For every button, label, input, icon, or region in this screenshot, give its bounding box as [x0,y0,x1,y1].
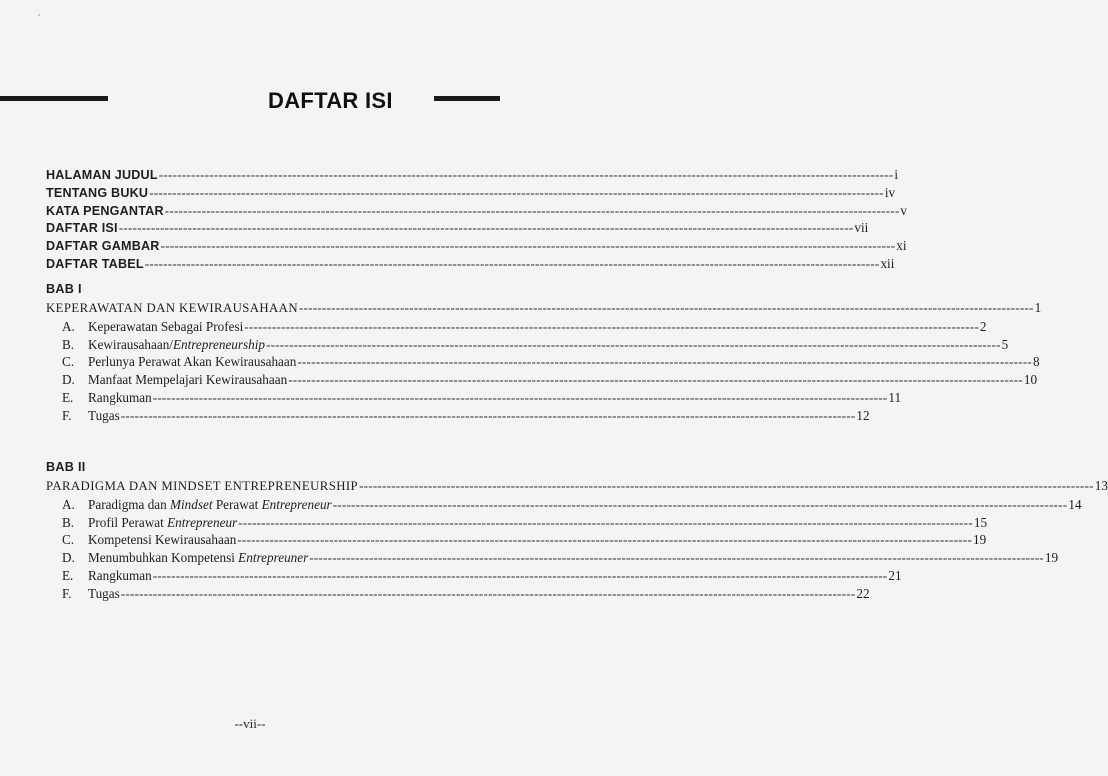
dot-leader: ---------------------------------------------------------------------------------------------------------------------------------------------------------------- [297,354,1033,370]
dot-leader: ---------------------------------------------------------------------------------------------------------------------------------------------------------------- [160,238,896,254]
section-text: Keperawatan Sebagai Profesi [88,319,244,334]
entry-page-number: 21 [888,567,902,583]
section-text-italic: Entrepreneur [167,514,238,530]
section-text: Kewirausahaan/ [88,336,173,352]
toc-entry-section[interactable] [62,585,870,602]
toc-entry-section[interactable] [62,336,1009,353]
dot-leader: ---------------------------------------------------------------------------------------------------------------------------------------------------------------- [238,514,973,530]
dot-leader: ---------------------------------------------------------------------------------------------------------------------------------------------------------------- [149,184,884,200]
section-label [62,353,296,370]
dot-leader: ---------------------------------------------------------------------------------------------------------------------------------------------------------------- [359,478,1094,493]
dot-leader: ---------------------------------------------------------------------------------------------------------------------------------------------------------------- [164,202,900,218]
section-text-italic: Entrepreneurship [172,336,266,352]
entry-page-number: 8 [1033,354,1040,370]
section-text: Paradigma dan [88,497,171,512]
toc-entry-front-matter[interactable] [46,255,895,273]
dot-leader: ---------------------------------------------------------------------------------------------------------------------------------------------------------------- [332,497,1068,512]
toc-entry-front-matter[interactable] [46,237,907,255]
toc-entry-chapter-title[interactable] [46,299,1042,317]
section-label [62,407,120,424]
entry-page-number: xi [896,238,907,254]
dot-leader: ---------------------------------------------------------------------------------------------------------------------------------------------------------------- [266,336,1001,352]
section-letter: C. [62,532,75,548]
section-text-italic: Entrepreuner [238,550,309,566]
dot-leader: ---------------------------------------------------------------------------------------------------------------------------------------------------------------- [288,372,1023,388]
section-text-italic: Mindset [170,497,213,512]
entry-page-number: 19 [1044,550,1059,566]
entry-page-number: iv [884,184,896,200]
entry-page-number: xii [880,256,895,271]
section-label [62,389,152,406]
section-letter: C. [62,354,75,370]
entry-page-number: 1 [1034,300,1042,315]
section-letter: A. [62,319,75,334]
page-number-footer: --vii-- [234,716,266,731]
chapter-heading: BAB II [46,460,86,474]
section-label [62,549,308,566]
toc-entry-chapter-title[interactable] [46,477,1108,495]
paper-speck [38,14,40,16]
entry-label: DAFTAR GAMBAR [46,239,160,254]
dot-leader: ---------------------------------------------------------------------------------------------------------------------------------------------------------------- [309,550,1044,566]
entry-page-number: 5 [1001,336,1009,352]
section-letter: D. [62,372,75,388]
entry-page-number: 11 [888,389,902,405]
entry-label: DAFTAR TABEL [46,257,144,271]
section-text: Perlunya Perawat Akan Kewirausahaan [88,354,297,370]
section-text: Rangkuman [88,389,152,405]
entry-page-number: 15 [973,514,988,530]
dot-leader: ---------------------------------------------------------------------------------------------------------------------------------------------------------------- [120,407,856,423]
dot-leader: ---------------------------------------------------------------------------------------------------------------------------------------------------------------- [158,167,894,182]
toc-entry-front-matter[interactable] [46,202,908,220]
entry-page-number: v [900,202,908,218]
toc-entry-section[interactable] [62,407,870,424]
section-letter: F. [62,585,72,601]
dot-leader: ---------------------------------------------------------------------------------------------------------------------------------------------------------------- [237,532,972,548]
section-label [62,514,237,531]
section-letter: E. [62,567,74,583]
toc-entry-section[interactable] [62,389,902,406]
section-letter: A. [62,497,75,512]
section-text: Tugas [88,407,120,423]
entry-label: DAFTAR ISI [46,221,118,236]
entry-page-number: 13 [1094,478,1108,493]
dot-leader: ---------------------------------------------------------------------------------------------------------------------------------------------------------------- [152,389,888,405]
page-title: DAFTAR ISI [268,88,393,113]
section-text: Rangkuman [88,567,152,583]
section-label [62,531,236,548]
section-label [62,496,332,513]
dot-leader: ---------------------------------------------------------------------------------------------------------------------------------------------------------------- [144,256,880,271]
dot-leader: ---------------------------------------------------------------------------------------------------------------------------------------------------------------- [244,319,979,334]
entry-page-number: 2 [979,319,987,334]
chapter-title-label: KEPERAWATAN DAN KEWIRAUSAHAAN [46,301,298,315]
toc-entry-section[interactable] [62,549,1059,566]
entry-page-number: 19 [972,532,987,548]
entry-page-number: 22 [856,585,870,601]
section-letter: B. [62,336,75,352]
dot-leader: ---------------------------------------------------------------------------------------------------------------------------------------------------------------- [118,220,854,236]
section-text: Manfaat Mempelajari Kewirausahaan [88,372,288,388]
section-label [62,336,265,353]
toc-entry-section[interactable] [62,531,987,548]
section-text: Menumbuhkan Kompetensi [88,550,239,566]
entry-label: KATA PENGANTAR [46,203,164,218]
dot-leader: ---------------------------------------------------------------------------------------------------------------------------------------------------------------- [298,300,1034,315]
entry-page-number: 14 [1068,497,1082,512]
section-text: Kompetensi Kewirausahaan [88,532,237,548]
dot-leader: ---------------------------------------------------------------------------------------------------------------------------------------------------------------- [152,567,888,583]
toc-entry-front-matter[interactable] [46,184,896,202]
section-label [62,318,243,335]
section-letter: F. [62,407,72,423]
heading-rule-left [0,96,108,101]
chapter-heading: BAB I [46,282,82,296]
toc-entry-section[interactable] [62,496,1082,513]
toc-entry-section[interactable] [62,514,988,531]
heading-rule-right [434,96,500,101]
section-text: Profil Perawat [88,514,168,530]
entry-page-number: vii [854,220,869,236]
entry-page-number: 12 [856,407,870,423]
toc-entry-front-matter[interactable] [46,219,869,237]
toc-entry-section[interactable] [62,567,902,584]
entry-page-number: i [894,167,899,182]
toc-entry-section[interactable] [62,353,1040,370]
entry-label: HALAMAN JUDUL [46,168,158,182]
section-label [62,371,287,388]
section-letter: E. [62,389,74,405]
entry-label: TENTANG BUKU [46,185,149,200]
section-letter: B. [62,514,75,530]
toc-entry-front-matter[interactable] [46,166,899,184]
section-label [62,585,120,602]
chapter-title-label: PARADIGMA DAN MINDSET ENTREPRENEURSHIP [46,479,359,493]
section-label [62,567,152,584]
section-letter: D. [62,550,75,566]
dot-leader: ---------------------------------------------------------------------------------------------------------------------------------------------------------------- [120,585,856,601]
toc-entry-section[interactable] [62,318,987,335]
section-text: Tugas [88,585,120,601]
section-text: Perawat [212,497,262,512]
entry-page-number: 10 [1023,372,1038,388]
section-text-italic: Entrepreneur [261,497,332,512]
toc-entry-section[interactable] [62,371,1038,388]
